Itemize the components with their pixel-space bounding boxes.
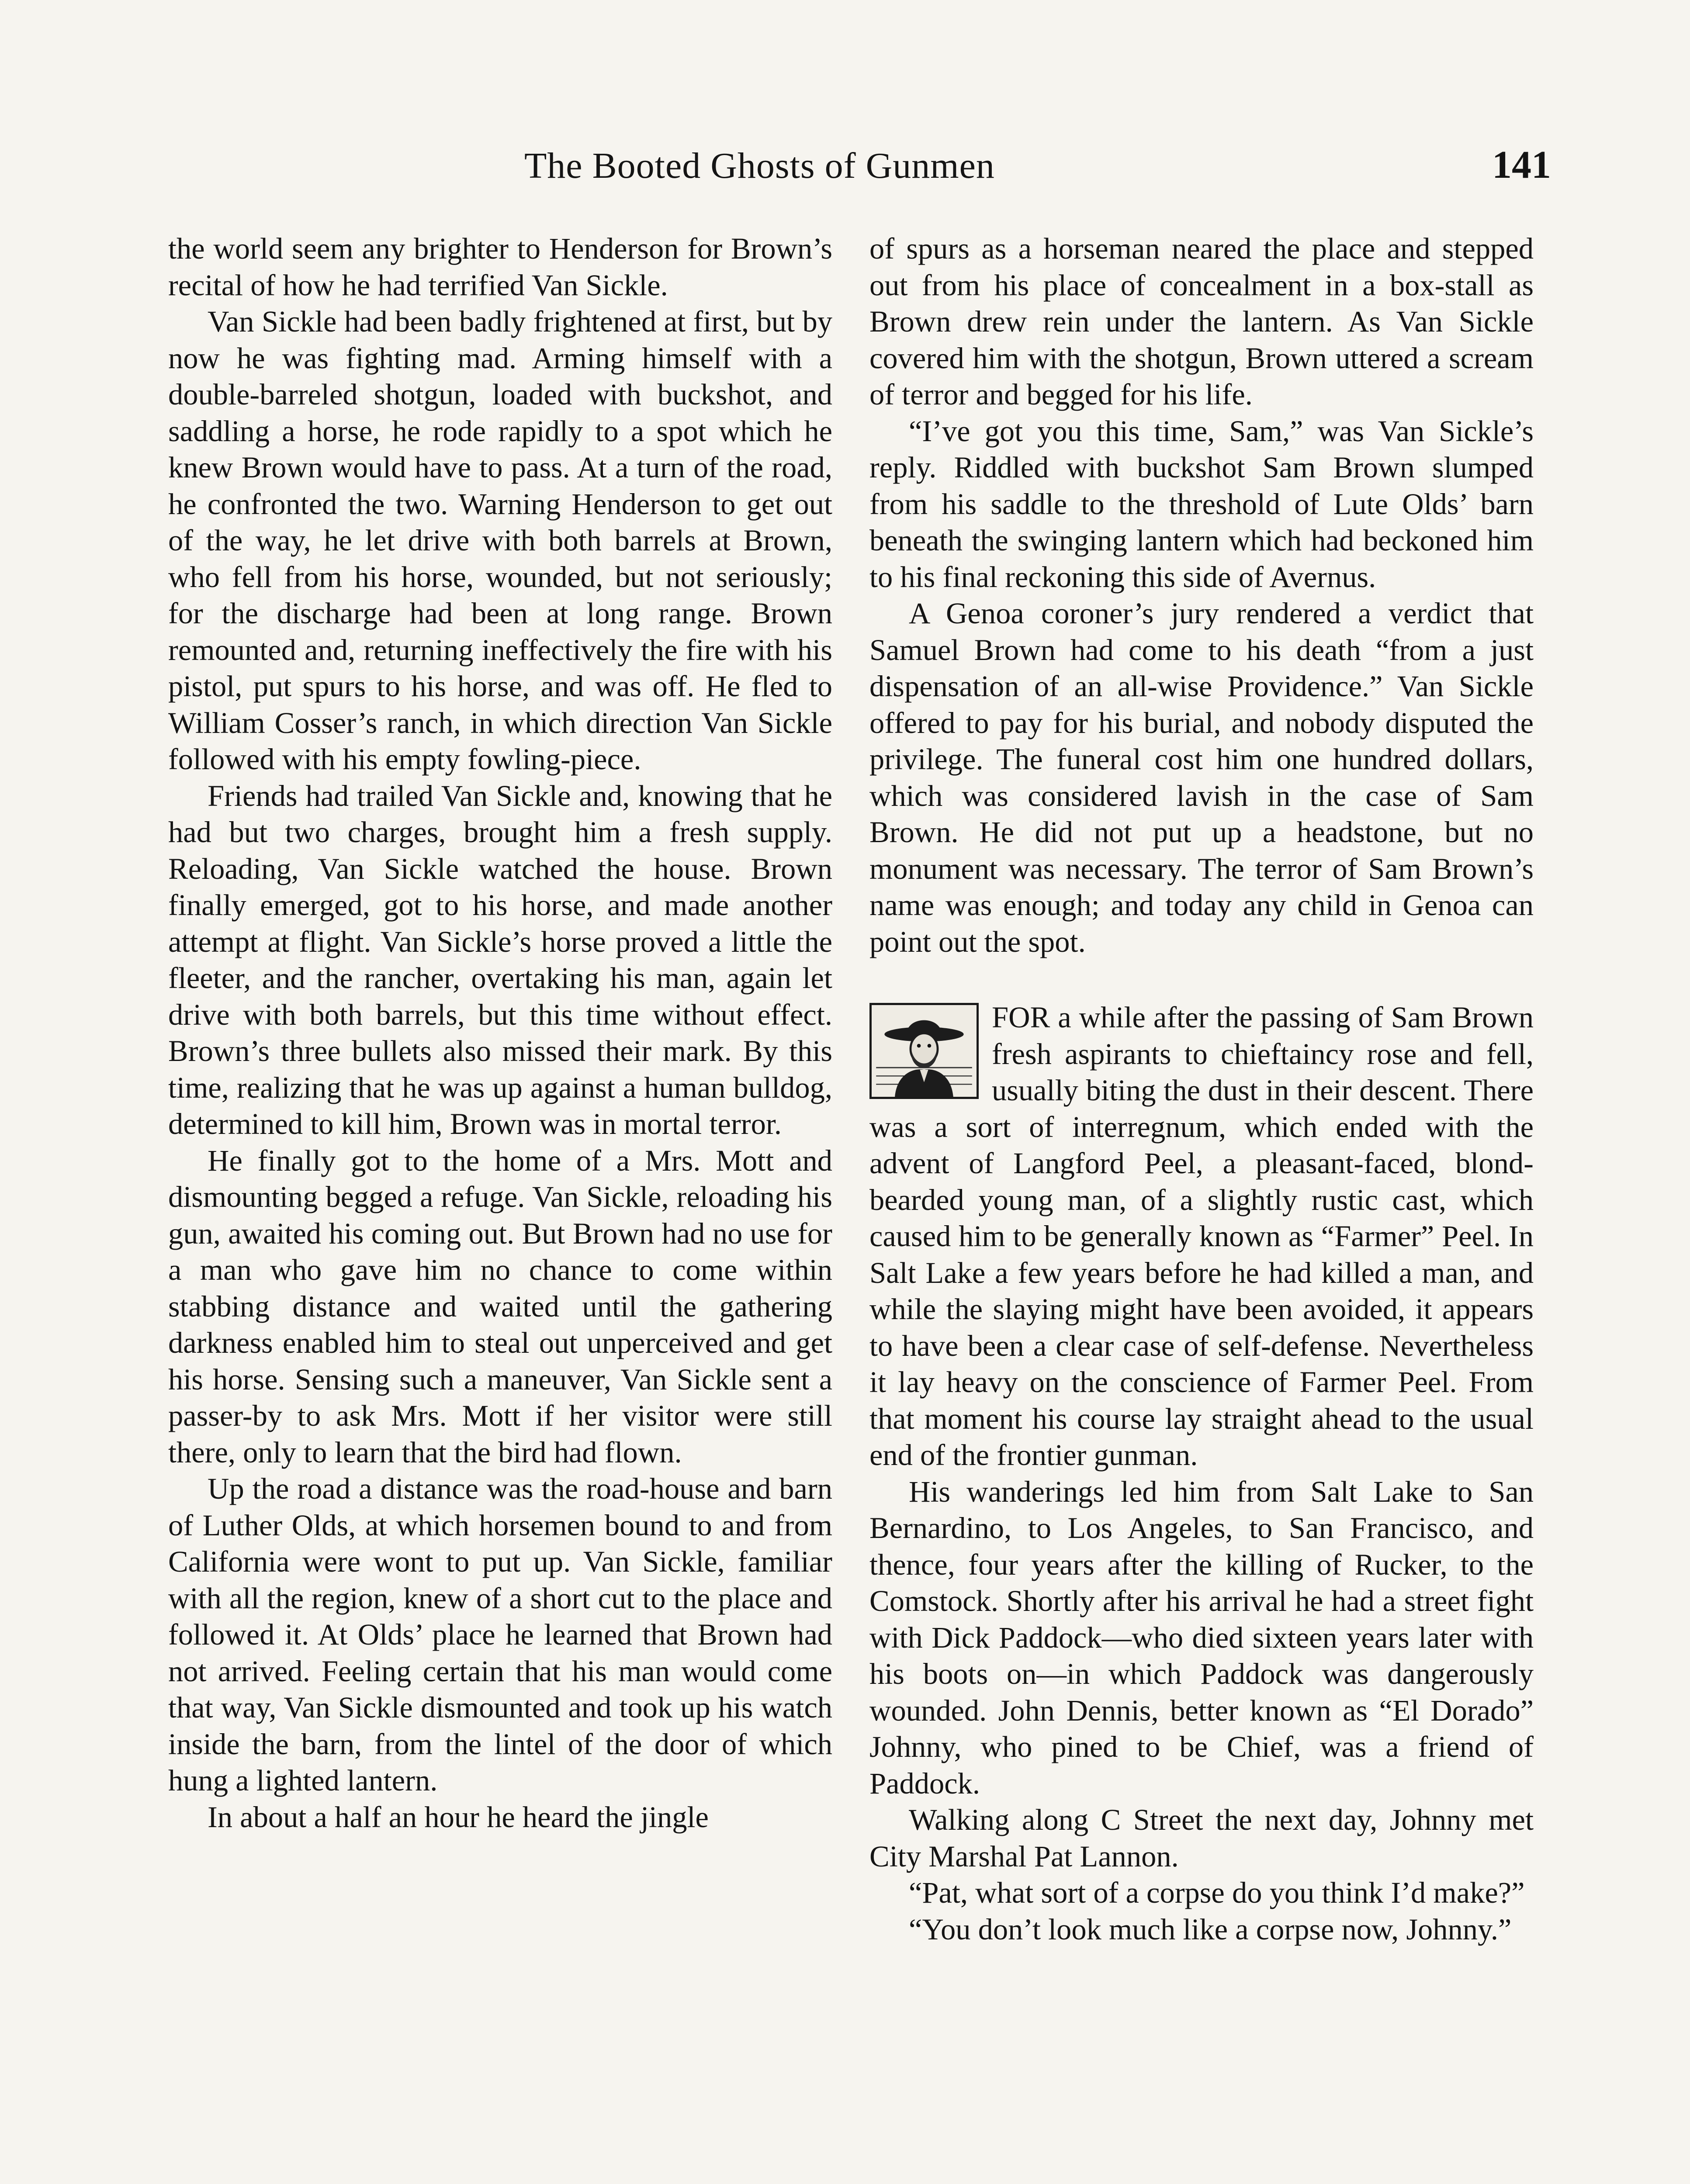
left-column	[168, 231, 832, 1835]
paragraph: A Genoa coroner’s jury rendered a verdict that Samuel Brown had come to his death “from a just dispensation of an all-wise Providence.” Van Sickle offered to pay for his burial, and nobody disputed the privilege. The funeral cost him one hundred dollars, which was considered lavish in the case of Sam Brown. He did not put up a headstone, but no monument was necessary. The terror of Sam Brown’s name was enough; and today any child in Genoa can point out the spot.	[869, 597, 1534, 958]
cowboy-portrait-icon	[869, 1003, 979, 1099]
running-header	[524, 140, 1551, 192]
page-number: 141	[1492, 143, 1551, 187]
right-column	[869, 231, 1534, 1948]
paragraph: Up the road a distance was the road-house and barn of Luther Olds, at which horsemen bound to and from California were wont to put up. Van Sickle, familiar with all the region, knew of a short cut to the place and followed it. At Olds’ place he learned that Brown had not arrived. Feeling certain that his man would come that way, Van Sickle dismounted and took up his watch inside the barn, from the lintel of the door of which hung a lighted lantern.	[168, 1472, 832, 1797]
paragraph: the world seem any brighter to Henderson for Brown’s recital of how he had terrified Van Sickle.	[168, 232, 832, 302]
paragraph: His wanderings led him from Salt Lake to San Bernardino, to Los Angeles, to San Francisco, and thence, four years after the killing of Rucker, to the Comstock. Shortly after his arrival he had a street fight with Dick Paddock—who died sixteen years later with his boots on—in which Paddock was dangerously wounded. John Dennis, better known as “El Dorado” Johnny, who pined to be Chief, was a friend of Paddock.	[869, 1475, 1534, 1800]
paragraph: of spurs as a horseman neared the place and stepped out from his place of concealment in a box-stall as Brown drew rein under the lantern. As Van Sickle covered him with the shotgun, Brown uttered a scream of terror and begged for his life.	[869, 232, 1534, 411]
paragraph: “I’ve got you this time, Sam,” was Van Sickle’s reply. Riddled with buckshot Sam Brown slumped from his saddle to the threshold of Lute Olds’ barn beneath the swinging lantern which had beckoned him to his final reckoning this side of Avernus.	[869, 414, 1534, 594]
paragraph: FOR a while after the passing of Sam Brown fresh aspirants to chieftaincy rose and fell, usually biting the dust in their descent. There was a sort of interregnum, which ended with the advent of Langford Peel, a pleasant-faced, blond-bearded young man, of a slightly rustic cast, which caused him to be generally known as “Farmer” Peel. In Salt Lake a few years before he had killed a man, and while the slaying might have been avoided, it appears to have been a clear case of self-defense. Nevertheless it lay heavy on the conscience of Farmer Peel. From that moment his course lay straight ahead to the usual end of the frontier gunman.	[869, 1001, 1534, 1472]
paragraph: He finally got to the home of a Mrs. Mott and dismounting begged a refuge. Van Sickle, reloading his gun, awaited his coming out. But Brown had no use for a man who gave him no chance to come within stabbing distance and waited until the gathering darkness enabled him to steal out unperceived and get his horse. Sensing such a maneuver, Van Sickle sent a passer-by to ask Mrs. Mott if her visitor were still there, only to learn that the bird had flown.	[168, 1144, 832, 1469]
paragraph: “Pat, what sort of a corpse do you think I’d make?”	[909, 1876, 1525, 1909]
section-break	[869, 999, 1534, 1948]
paragraph: Walking along C Street the next day, Johnny met City Marshal Pat Lannon.	[869, 1803, 1534, 1873]
paragraph: “You don’t look much like a corpse now, Johnny.”	[909, 1912, 1512, 1946]
page-title: The Booted Ghosts of Gunmen	[524, 145, 995, 186]
paragraph: Friends had trailed Van Sickle and, knowing that he had but two charges, brought him a fresh supply. Reloading, Van Sickle watched the house. Brown finally emerged, got to his horse, and made another attempt at flight. Van Sickle’s horse proved a little the fleeter, and the rancher, overtaking his man, again let drive with both barrels, but this time without effect. Brown’s three bullets also missed their mark. By this time, realizing that he was up against a human bulldog, determined to kill him, Brown was in mortal terror.	[168, 779, 832, 1140]
paragraph: In about a half an hour he heard the jingle	[208, 1800, 709, 1834]
paragraph: Van Sickle had been badly frightened at first, but by now he was fighting mad. Arming himself with a double-barreled shotgun, loaded with buckshot, and saddling a horse, he rode rapidly to a spot which he knew Brown would have to pass. At a turn of the road, he confronted the two. Warning Henderson to get out of the way, he let drive with both barrels at Brown, who fell from his horse, wounded, but not seriously; for the discharge had been at long range. Brown remounted and, returning ineffectively the fire with his pistol, put spurs to his horse, and was off. He fled to William Cosser’s ranch, in which direction Van Sickle followed with his empty fowling-piece.	[168, 305, 832, 776]
